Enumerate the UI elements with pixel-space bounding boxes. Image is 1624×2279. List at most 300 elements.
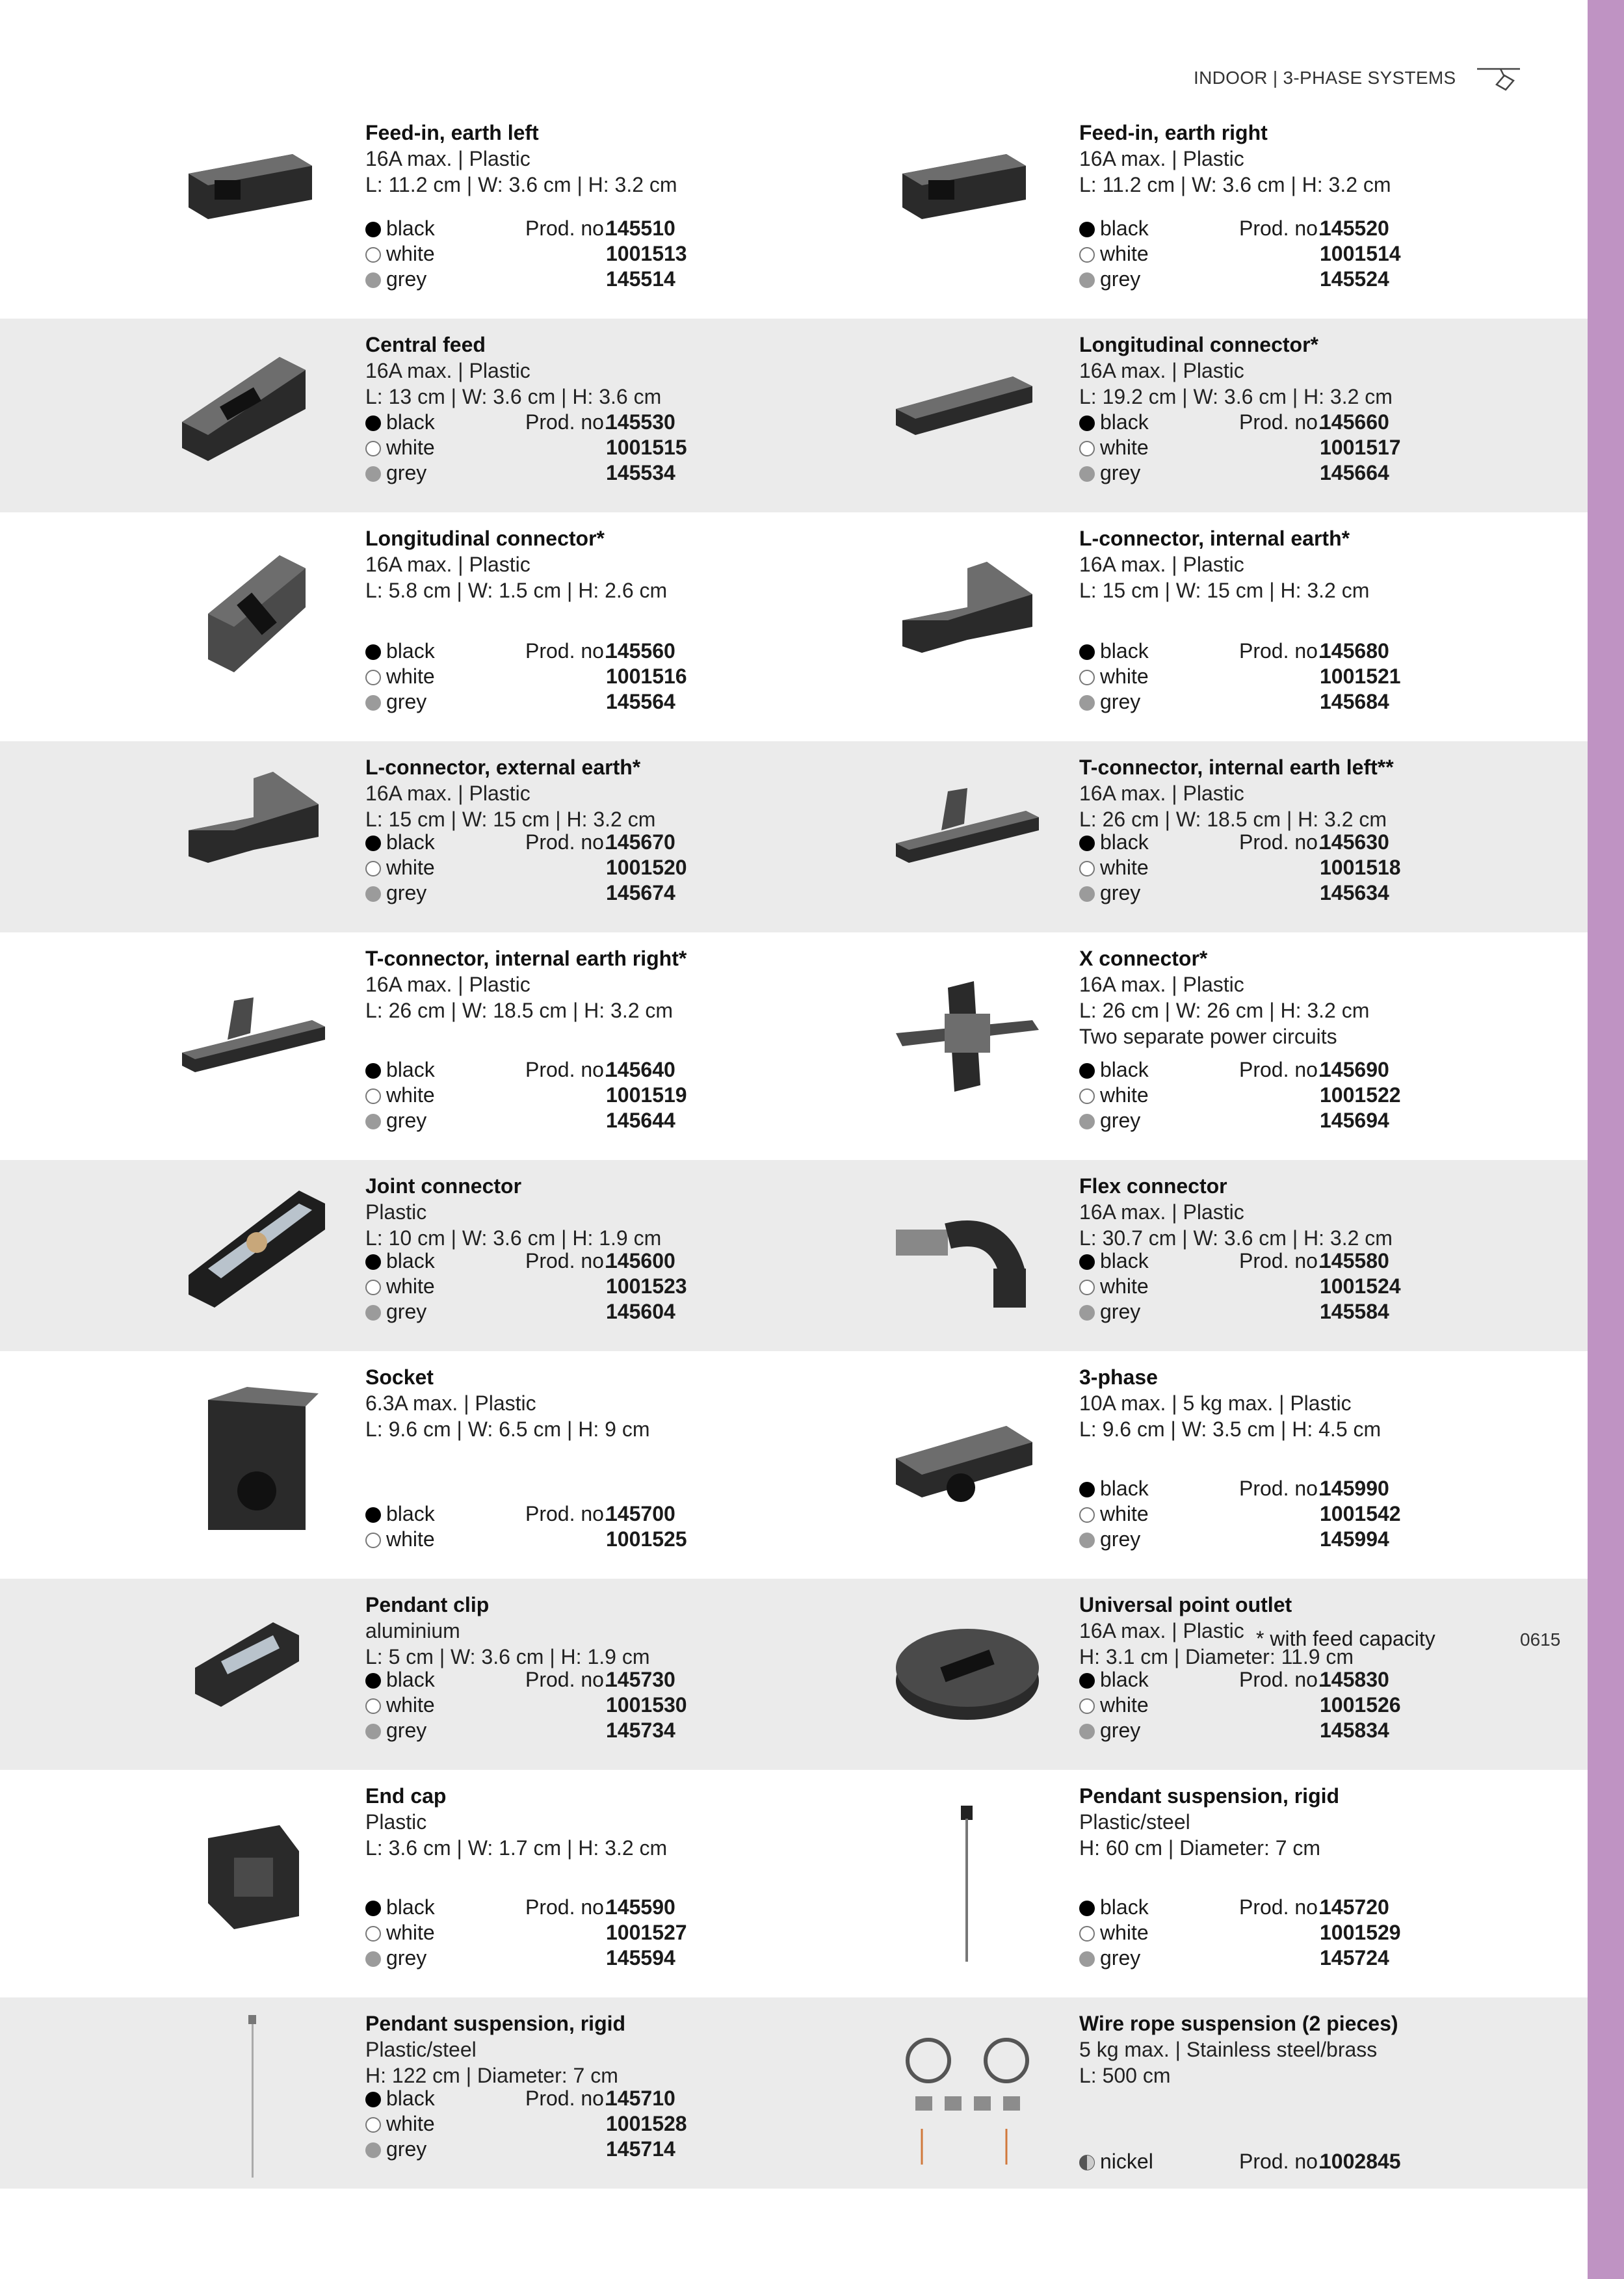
- product-number: 145600: [606, 1249, 675, 1272]
- product-spec-line: 10A max. | 5 kg max. | Plastic: [1079, 1391, 1352, 1415]
- product-row: [0, 319, 1588, 512]
- product-number: 145684: [1320, 690, 1389, 713]
- color-variant: [1079, 1946, 1140, 1970]
- color-label: white: [1100, 436, 1149, 459]
- color-label: black: [386, 1895, 435, 1919]
- product-spec-line: 16A max. | Plastic: [365, 782, 530, 805]
- color-label: white: [386, 1083, 435, 1107]
- product-card: [714, 107, 1428, 319]
- product-spec-line: L: 26 cm | W: 26 cm | H: 3.2 cm: [1079, 999, 1370, 1022]
- color-label: white: [1100, 1083, 1149, 1107]
- black-swatch-icon: [1079, 222, 1095, 237]
- product-row: [0, 107, 1588, 319]
- product-number: 145584: [1320, 1300, 1389, 1323]
- grey-swatch-icon: [365, 272, 381, 288]
- pendant-clip-icon: [169, 1590, 338, 1759]
- color-variant: [1079, 881, 1140, 905]
- product-card: [0, 1770, 714, 1997]
- product-number: 145670: [606, 830, 675, 854]
- product-spec-line: 6.3A max. | Plastic: [365, 1391, 536, 1415]
- grey-swatch-icon: [1079, 886, 1095, 902]
- color-label: grey: [1100, 267, 1141, 291]
- product-number: 145590: [606, 1895, 675, 1919]
- color-label: white: [386, 2112, 435, 2135]
- color-variant: [1079, 1921, 1149, 1945]
- color-label: black: [1100, 639, 1149, 663]
- product-spec-line: L: 11.2 cm | W: 3.6 cm | H: 3.2 cm: [365, 173, 677, 196]
- grey-swatch-icon: [1079, 1114, 1095, 1129]
- black-swatch-icon: [1079, 1673, 1095, 1689]
- product-number: 145630: [1320, 830, 1389, 854]
- product-number: 145694: [1320, 1109, 1389, 1132]
- product-number: 145634: [1320, 881, 1389, 904]
- product-spec-line: Plastic: [365, 1810, 427, 1834]
- product-number: 145710: [606, 2087, 675, 2110]
- black-swatch-icon: [1079, 644, 1095, 660]
- product-row: [0, 741, 1588, 932]
- product-number: 145594: [606, 1946, 675, 1969]
- product-spec-line: L: 11.2 cm | W: 3.6 cm | H: 3.2 cm: [1079, 173, 1391, 196]
- product-title: 3-phase: [1079, 1365, 1158, 1389]
- product-number: 1001516: [606, 665, 687, 688]
- white-swatch-icon: [365, 1698, 381, 1714]
- black-swatch-icon: [1079, 1254, 1095, 1270]
- product-number: 1002845: [1320, 2150, 1401, 2173]
- color-variant: [365, 461, 426, 485]
- product-row: [0, 1997, 1588, 2189]
- product-spec-line: H: 3.1 cm | Diameter: 11.9 cm: [1079, 1645, 1354, 1668]
- color-variant: [365, 410, 435, 434]
- color-variant: [365, 267, 426, 291]
- product-spec-line: H: 122 cm | Diameter: 7 cm: [365, 2064, 618, 2087]
- color-label: white: [1100, 665, 1149, 688]
- color-label: black: [1100, 217, 1149, 240]
- t-connector-right-icon: [169, 962, 338, 1131]
- white-swatch-icon: [365, 670, 381, 685]
- product-title: X connector*: [1079, 947, 1208, 970]
- product-title: Longitudinal connector*: [365, 527, 605, 550]
- product-spec-line: L: 5.8 cm | W: 1.5 cm | H: 2.6 cm: [365, 579, 668, 602]
- product-number: 145640: [606, 1058, 675, 1081]
- color-label: grey: [386, 881, 427, 904]
- color-variant: [365, 1109, 426, 1133]
- product-card: [0, 1160, 714, 1351]
- color-variant: [365, 881, 426, 905]
- color-variant: [1079, 1300, 1140, 1324]
- color-label: grey: [1100, 1527, 1141, 1551]
- white-swatch-icon: [1079, 670, 1095, 685]
- color-label: grey: [1100, 461, 1141, 484]
- product-spec-line: 16A max. | Plastic: [365, 147, 530, 170]
- black-swatch-icon: [365, 415, 381, 431]
- product-card: [0, 319, 714, 512]
- point-outlet-icon: [883, 1590, 1052, 1759]
- color-label: black: [386, 410, 435, 434]
- page-number: 0615: [1520, 1629, 1561, 1650]
- color-variant: [1079, 461, 1140, 485]
- color-variant: [365, 1921, 435, 1945]
- product-number: 145714: [606, 2137, 675, 2161]
- product-number: 145734: [606, 1719, 675, 1742]
- product-title: Feed-in, earth left: [365, 121, 539, 144]
- color-label: grey: [1100, 1719, 1141, 1742]
- white-swatch-icon: [365, 1926, 381, 1942]
- color-variant: [1079, 1249, 1149, 1273]
- color-variant: [1079, 1895, 1149, 1919]
- color-label: white: [1100, 1502, 1149, 1525]
- product-title: Pendant suspension, rigid: [365, 2012, 626, 2035]
- black-swatch-icon: [365, 1254, 381, 1270]
- white-swatch-icon: [365, 861, 381, 876]
- product-number: 145564: [606, 690, 675, 713]
- color-variant: [365, 639, 435, 663]
- black-swatch-icon: [365, 2092, 381, 2107]
- color-label: black: [1100, 1249, 1149, 1272]
- color-variant: [365, 1274, 435, 1298]
- color-variant: [365, 2087, 435, 2111]
- color-variant: [365, 1719, 426, 1743]
- color-label: white: [386, 1921, 435, 1944]
- product-row: [0, 1770, 1588, 1997]
- color-label: grey: [386, 1946, 427, 1969]
- black-swatch-icon: [365, 836, 381, 851]
- product-number: 145830: [1320, 1668, 1389, 1691]
- color-label: white: [386, 242, 435, 265]
- color-variant: [1079, 1058, 1149, 1082]
- nickel-swatch-icon: [1079, 2155, 1095, 2170]
- product-number: 1001524: [1320, 1274, 1401, 1298]
- black-swatch-icon: [1079, 415, 1095, 431]
- product-card: [714, 319, 1428, 512]
- product-number: 1001518: [1320, 856, 1401, 879]
- product-spec-line: 16A max. | Plastic: [1079, 1200, 1244, 1224]
- central-feed-icon: [169, 331, 338, 500]
- color-variant: [1079, 1477, 1149, 1501]
- product-spec-line: L: 9.6 cm | W: 6.5 cm | H: 9 cm: [365, 1417, 650, 1441]
- black-swatch-icon: [365, 1673, 381, 1689]
- color-label: grey: [386, 267, 427, 291]
- grey-swatch-icon: [1079, 1533, 1095, 1548]
- product-spec-line: L: 30.7 cm | W: 3.6 cm | H: 3.2 cm: [1079, 1226, 1393, 1250]
- color-variant: [365, 1249, 435, 1273]
- product-number: 145834: [1320, 1719, 1389, 1742]
- product-title: Longitudinal connector*: [1079, 333, 1318, 356]
- grey-swatch-icon: [365, 1724, 381, 1739]
- product-number: 145514: [606, 267, 675, 291]
- prod-no-label: Prod. no.: [525, 2087, 610, 2110]
- color-label: white: [386, 436, 435, 459]
- color-label: grey: [1100, 1109, 1141, 1132]
- color-label: white: [386, 1693, 435, 1717]
- product-number: 1001528: [606, 2112, 687, 2135]
- black-swatch-icon: [365, 644, 381, 660]
- color-label: white: [386, 856, 435, 879]
- section-header: INDOOR | 3-PHASE SYSTEMS: [1194, 68, 1456, 88]
- color-label: grey: [386, 1719, 427, 1742]
- product-row: [0, 1351, 1588, 1579]
- product-number: 145660: [1320, 410, 1389, 434]
- color-label: grey: [1100, 690, 1141, 713]
- product-spec-line: L: 5 cm | W: 3.6 cm | H: 1.9 cm: [365, 1645, 650, 1668]
- color-variant: [365, 856, 435, 880]
- color-variant: [1079, 410, 1149, 434]
- color-variant: [1079, 1693, 1149, 1717]
- black-swatch-icon: [365, 222, 381, 237]
- prod-no-label: Prod. no.: [525, 1668, 610, 1691]
- product-spec-line: L: 19.2 cm | W: 3.6 cm | H: 3.2 cm: [1079, 385, 1393, 408]
- product-number: 1001521: [1320, 665, 1401, 688]
- white-swatch-icon: [1079, 1698, 1095, 1714]
- color-variant: [365, 1300, 426, 1324]
- color-variant: [1079, 856, 1149, 880]
- white-swatch-icon: [365, 1533, 381, 1548]
- color-label: white: [1100, 1693, 1149, 1717]
- product-number: 145720: [1320, 1895, 1389, 1919]
- product-number: 1001514: [1320, 242, 1401, 265]
- color-label: grey: [386, 690, 427, 713]
- color-label: black: [386, 1249, 435, 1272]
- product-spec-line: 5 kg max. | Stainless steel/brass: [1079, 2038, 1378, 2061]
- product-number: 145604: [606, 1300, 675, 1323]
- color-variant: [1079, 1083, 1149, 1107]
- black-swatch-icon: [1079, 836, 1095, 851]
- grey-swatch-icon: [365, 886, 381, 902]
- product-card: [714, 1770, 1428, 1997]
- socket-icon: [169, 1380, 338, 1549]
- product-spec-line: L: 13 cm | W: 3.6 cm | H: 3.6 cm: [365, 385, 662, 408]
- feed-in-left-icon: [169, 128, 338, 297]
- product-title: Joint connector: [365, 1174, 522, 1198]
- prod-no-label: Prod. no.: [1239, 1895, 1324, 1919]
- product-spec-line: 16A max. | Plastic: [365, 973, 530, 996]
- color-variant: [1079, 1668, 1149, 1692]
- color-variant: [365, 830, 435, 854]
- product-row: [0, 512, 1588, 741]
- white-swatch-icon: [1079, 1507, 1095, 1523]
- product-spec-line: 16A max. | Plastic: [1079, 147, 1244, 170]
- product-title: Universal point outlet: [1079, 1593, 1292, 1616]
- product-number: 145524: [1320, 267, 1389, 291]
- color-variant: [365, 690, 426, 714]
- x-connector-icon: [883, 962, 1052, 1131]
- product-spec-line: 16A max. | Plastic: [1079, 553, 1244, 576]
- prod-no-label: Prod. no.: [1239, 1477, 1324, 1500]
- color-label: black: [1100, 1477, 1149, 1500]
- product-card: [0, 107, 714, 319]
- white-swatch-icon: [365, 1088, 381, 1104]
- l-connector-external-icon: [169, 752, 338, 921]
- color-variant: [1079, 1719, 1140, 1743]
- white-swatch-icon: [365, 2117, 381, 2133]
- section-color-bar: [1588, 0, 1624, 2279]
- color-label: white: [1100, 856, 1149, 879]
- color-variant: [365, 1527, 435, 1551]
- prod-no-label: Prod. no.: [525, 217, 610, 240]
- wire-rope-icon: [883, 2009, 1052, 2178]
- prod-no-label: Prod. no.: [1239, 830, 1324, 854]
- color-label: white: [1100, 242, 1149, 265]
- color-variant: [365, 1502, 435, 1526]
- prod-no-label: Prod. no.: [1239, 2150, 1324, 2173]
- product-number: 1001525: [606, 1527, 687, 1551]
- white-swatch-icon: [1079, 1926, 1095, 1942]
- white-swatch-icon: [365, 247, 381, 263]
- product-card: [0, 1997, 714, 2189]
- grey-swatch-icon: [365, 1951, 381, 1967]
- white-swatch-icon: [1079, 1280, 1095, 1295]
- product-number: 145680: [1320, 639, 1389, 663]
- pendant-rod-long-icon: [169, 2009, 338, 2178]
- color-variant: [365, 1693, 435, 1717]
- color-label: grey: [386, 1300, 427, 1323]
- grey-swatch-icon: [1079, 1305, 1095, 1321]
- grey-swatch-icon: [1079, 1724, 1095, 1739]
- color-variant: [365, 1058, 435, 1082]
- color-label: grey: [386, 1109, 427, 1132]
- product-number: 1001530: [606, 1693, 687, 1717]
- product-card: [714, 1351, 1428, 1579]
- product-number: 145520: [1320, 217, 1389, 240]
- product-number: 145664: [1320, 461, 1389, 484]
- product-number: 145724: [1320, 1946, 1389, 1969]
- product-spec-line: L: 26 cm | W: 18.5 cm | H: 3.2 cm: [365, 999, 674, 1022]
- grey-swatch-icon: [365, 695, 381, 711]
- white-swatch-icon: [365, 1280, 381, 1295]
- prod-no-label: Prod. no.: [525, 1895, 610, 1919]
- color-label: white: [386, 665, 435, 688]
- color-variant: [1079, 639, 1149, 663]
- product-number: 1001520: [606, 856, 687, 879]
- product-row: [0, 1160, 1588, 1351]
- color-variant: [1079, 830, 1149, 854]
- prod-no-label: Prod. no.: [1239, 1249, 1324, 1272]
- flex-connector-icon: [883, 1171, 1052, 1340]
- product-number: 1001526: [1320, 1693, 1401, 1717]
- color-variant: [365, 665, 435, 689]
- footnote: * with feed capacity: [1256, 1627, 1435, 1650]
- color-variant: [1079, 267, 1140, 291]
- product-card: [0, 932, 714, 1160]
- prod-no-label: Prod. no.: [1239, 639, 1324, 663]
- color-variant: [365, 1668, 435, 1692]
- white-swatch-icon: [1079, 441, 1095, 456]
- color-label: grey: [386, 461, 427, 484]
- end-cap-icon: [169, 1799, 338, 1968]
- color-label: black: [386, 830, 435, 854]
- grey-swatch-icon: [1079, 695, 1095, 711]
- color-variant: [365, 242, 435, 266]
- color-variant: [365, 1895, 435, 1919]
- product-number: 145580: [1320, 1249, 1389, 1272]
- prod-no-label: Prod. no.: [525, 1058, 610, 1081]
- white-swatch-icon: [1079, 247, 1095, 263]
- prod-no-label: Prod. no.: [1239, 217, 1324, 240]
- color-label: black: [386, 1502, 435, 1525]
- color-label: grey: [1100, 1300, 1141, 1323]
- product-spec-line: L: 500 cm: [1079, 2064, 1171, 2087]
- prod-no-label: Prod. no.: [1239, 1058, 1324, 1081]
- product-spec-line: L: 26 cm | W: 18.5 cm | H: 3.2 cm: [1079, 808, 1387, 831]
- prod-no-label: Prod. no.: [1239, 1668, 1324, 1691]
- color-variant: [365, 1083, 435, 1107]
- product-title: End cap: [365, 1784, 447, 1808]
- color-variant: [365, 1946, 426, 1970]
- product-number: 1001529: [1320, 1921, 1401, 1944]
- product-title: Socket: [365, 1365, 434, 1389]
- product-title: Feed-in, earth right: [1079, 121, 1268, 144]
- product-title: Wire rope suspension (2 pieces): [1079, 2012, 1398, 2035]
- track-spot-icon: [1476, 62, 1521, 95]
- product-card: [714, 1579, 1428, 1770]
- product-number: 1001517: [1320, 436, 1401, 459]
- color-label: black: [386, 2087, 435, 2110]
- color-label: black: [1100, 1668, 1149, 1691]
- pendant-rod-icon: [883, 1799, 1052, 1968]
- three-phase-adapter-icon: [883, 1380, 1052, 1549]
- short-connector-icon: [169, 542, 338, 711]
- color-label: black: [1100, 1058, 1149, 1081]
- color-variant: [1079, 1527, 1140, 1551]
- color-variant: [1079, 2150, 1153, 2174]
- grey-swatch-icon: [365, 1114, 381, 1129]
- prod-no-label: Prod. no.: [1239, 410, 1324, 434]
- product-card: [0, 512, 714, 741]
- prod-no-label: Prod. no.: [525, 1502, 610, 1525]
- product-spec-line: 16A max. | Plastic: [1079, 973, 1244, 996]
- product-spec-line: Plastic/steel: [365, 2038, 477, 2061]
- product-spec-line: 16A max. | Plastic: [1079, 359, 1244, 382]
- product-title: L-connector, external earth*: [365, 756, 641, 779]
- color-label: black: [1100, 830, 1149, 854]
- color-label: black: [386, 1058, 435, 1081]
- color-label: white: [386, 1527, 435, 1551]
- product-number: 145730: [606, 1668, 675, 1691]
- product-card: [0, 741, 714, 932]
- black-swatch-icon: [365, 1507, 381, 1523]
- color-variant: [1079, 1109, 1140, 1133]
- joint-connector-icon: [169, 1171, 338, 1340]
- product-title: T-connector, internal earth right*: [365, 947, 687, 970]
- product-number: 145700: [606, 1502, 675, 1525]
- grey-swatch-icon: [365, 466, 381, 482]
- color-label: black: [386, 639, 435, 663]
- product-number: 145530: [606, 410, 675, 434]
- product-spec-line: Plastic/steel: [1079, 1810, 1190, 1834]
- black-swatch-icon: [1079, 1901, 1095, 1916]
- l-connector-internal-icon: [883, 542, 1052, 711]
- product-card: [714, 512, 1428, 741]
- product-spec-line: 16A max. | Plastic: [365, 359, 530, 382]
- white-swatch-icon: [1079, 861, 1095, 876]
- product-number: 145674: [606, 881, 675, 904]
- product-number: 145560: [606, 639, 675, 663]
- color-variant: [365, 2112, 435, 2136]
- prod-no-label: Prod. no.: [525, 830, 610, 854]
- color-variant: [1079, 665, 1149, 689]
- grey-swatch-icon: [1079, 272, 1095, 288]
- product-card: [0, 1351, 714, 1579]
- grey-swatch-icon: [1079, 466, 1095, 482]
- product-title: T-connector, internal earth left**: [1079, 756, 1394, 779]
- color-variant: [365, 217, 435, 241]
- color-label: grey: [1100, 1946, 1141, 1969]
- grey-swatch-icon: [365, 2142, 381, 2158]
- grey-swatch-icon: [1079, 1951, 1095, 1967]
- product-card: [0, 1579, 714, 1770]
- product-spec-line: L: 10 cm | W: 3.6 cm | H: 1.9 cm: [365, 1226, 662, 1250]
- prod-no-label: Prod. no.: [525, 639, 610, 663]
- product-card: [714, 932, 1428, 1160]
